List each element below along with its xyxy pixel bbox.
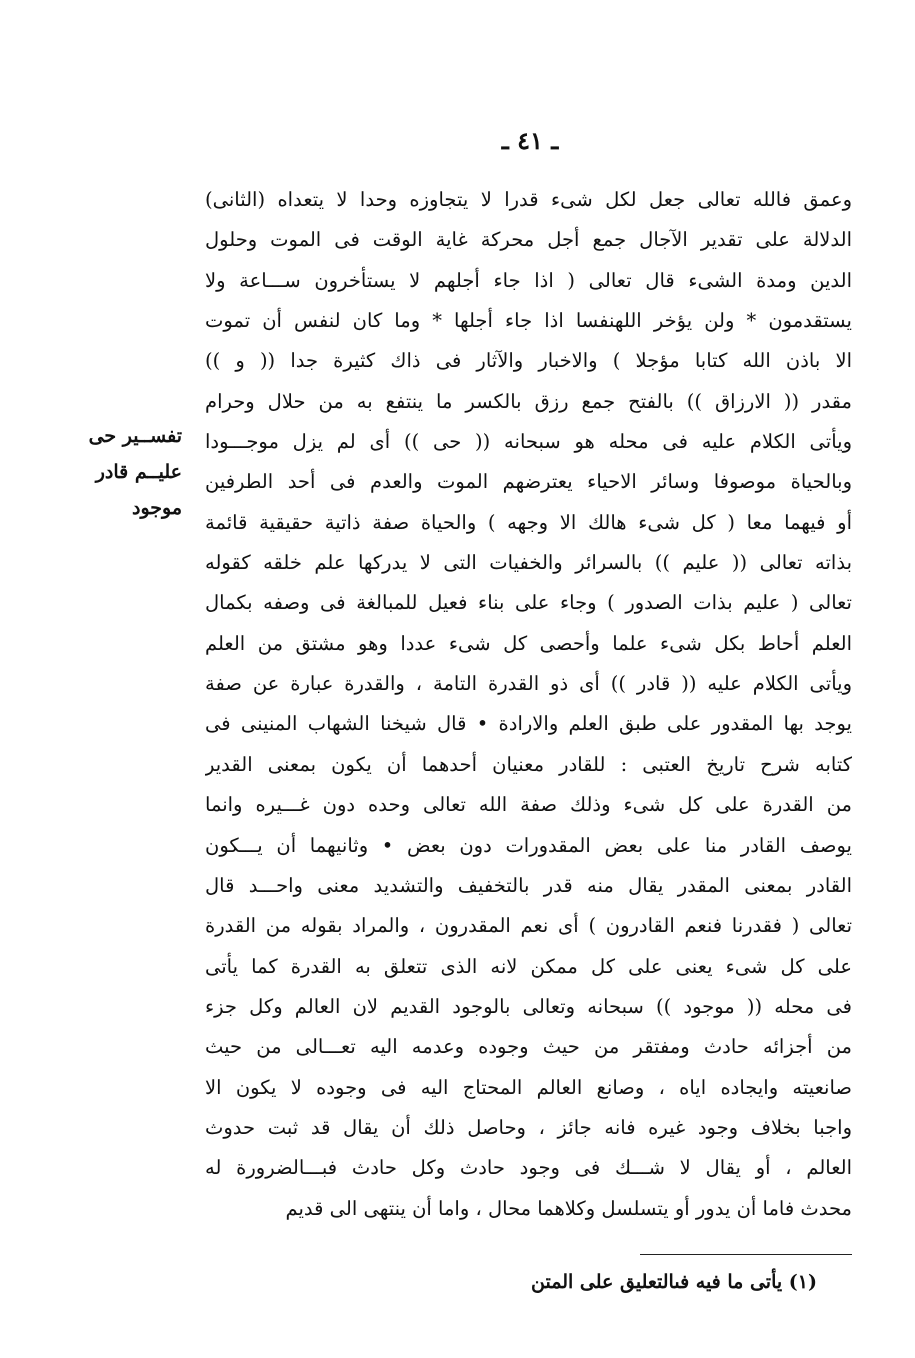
text-line: فى محله (( موجود )) سبحانه وتعالى بالوجود القديم لان العالم وكل جزء <box>205 994 852 1018</box>
text-line: على كل شىء يعنى على كل ممكن لانه الذى تتعلق به القدرة كما يأتى <box>205 954 852 978</box>
margin-note-line: تفســير حى <box>88 425 182 447</box>
text-line: الا باذن الله كتابا مؤجلا ) والاخبار والآثار فى ذاك كثيرة جدا (( و )) <box>205 349 852 373</box>
text-line: العلم أحاط بكل شىء علما وأحصى كل شىء عددا وهو مشتق من العلم <box>205 631 852 655</box>
text-line: بذاته تعالى (( عليم )) بالسرائر والخفيات التى لا يدركها علم خلقه كقوله <box>205 551 852 575</box>
text-line: كتابه شرح تاريخ العتبى : للقادر معنيان أحدهما أن يكون بمعنى القدير <box>205 752 852 776</box>
footnote-divider <box>640 1254 852 1255</box>
margin-note-line: موجود <box>131 497 182 519</box>
text-line: صانعيته وايجاده اياه ، وصانع العالم المحتاج اليه فى وجوده لا يكون الا <box>205 1075 852 1099</box>
text-line: الدين ومدة الشىء قال تعالى ( اذا جاء أجلهم لا يستأخرون ســـاعة ولا <box>205 268 852 292</box>
text-line: يوجد بها المقدور على طبق العلم والارادة • قال شيخنا الشهاب المنينى فى <box>205 712 852 736</box>
text-line: وعمق فالله تعالى جعل لكل شىء قدرا لا يتجاوزه وحدا لا يتعداه (الثانى) <box>205 188 852 211</box>
text-line: محدث فاما أن يدور أو يتسلسل وكلاهما محال ، واما أن ينتهى الى قديم <box>285 1196 852 1220</box>
page-number: ـ ٤١ ـ <box>501 126 559 155</box>
text-line: واجبا بخلاف وجود غيره فانه جائز ، وحاصل ذلك أن يقال قد ثبت حدوث <box>205 1115 852 1139</box>
margin-note <box>52 418 182 526</box>
text-line: تعالى ( عليم بذات الصدور ) وجاء على بناء فعيل للمبالغة فى وصفه بكمال <box>205 591 852 615</box>
main-text-block <box>205 180 852 1229</box>
text-line: يستقدمون * ولن يؤخر اللهنفسا اذا جاء أجلها * وما كان لنفس أن تموت <box>205 309 852 333</box>
text-line: الدلالة على تقدير الآجال جمع أجل محركة غاية الوقت فى الموت وحلول <box>205 228 852 252</box>
text-line: وبالحياة موصوفا وسائر الاحياء يعترضهم الموت والعدم فى أحد الطرفين <box>205 470 852 494</box>
text-line: تعالى ( فقدرنا فنعم القادرون ) أى نعم المقدرون ، والمراد بقوله من القدرة <box>205 914 852 938</box>
text-line: من القدرة على كل شىء وذلك صفة الله تعالى وحده دون غـــيره وانما <box>205 793 852 817</box>
text-line: يوصف القادر منا على بعض المقدورات دون بعض • وثانيهما أن يـــكون <box>205 833 852 857</box>
text-line: من أجزائه حادث ومفتقر من حيث وجوده وعدمه اليه تعـــالى من حيث <box>205 1035 852 1059</box>
text-line: العالم ، أو يقال لا شـــك فى وجود حادث وكل حادث فبـــالضرورة له <box>205 1156 852 1180</box>
text-line: ويأتى الكلام عليه فى محله هو سبحانه (( حى )) أى لم يزل موجـــودا <box>205 430 852 454</box>
text-line: ويأتى الكلام عليه (( قادر )) أى ذو القدرة التامة ، والقدرة عبارة عن صفة <box>205 672 852 696</box>
text-line: مقدر (( الارزاق )) بالفتح جمع رزق بالكسر ما ينتفع به من حلال وحرام <box>205 389 852 413</box>
text-line: القادر بمعنى المقدر يقال منه قدر بالتخفيف والتشديد معنى واحـــد قال <box>205 873 852 897</box>
footnote: (١) يأتى ما فيه فىالتعليق على المتن <box>531 1271 817 1293</box>
margin-note-line: عليــم قادر <box>95 461 182 483</box>
text-line: أو فيهما معا ( كل شىء هالك الا وجهه ) والحياة صفة ذاتية حقيقية قائمة <box>205 510 852 534</box>
